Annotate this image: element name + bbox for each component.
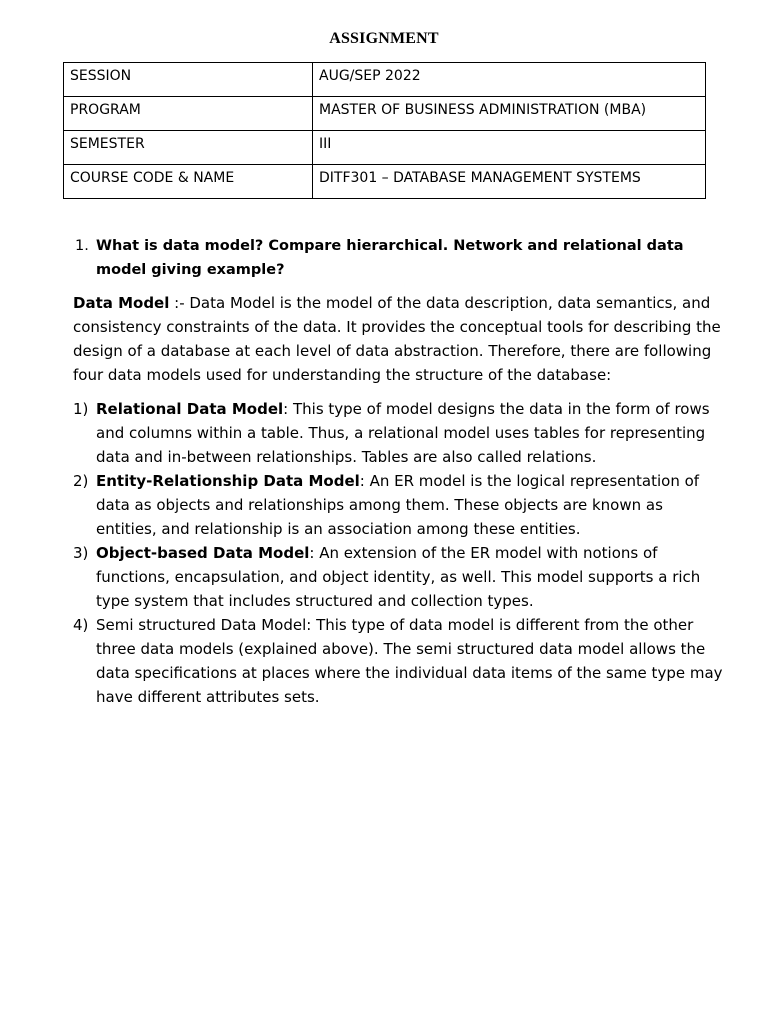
list-item <box>73 613 728 709</box>
list-item-number: 1) <box>73 400 89 418</box>
list-item-term: Relational Data Model <box>96 400 284 418</box>
question-number: 1. <box>75 238 89 254</box>
course-info-table <box>63 62 706 199</box>
question-text: What is data model? Compare hierarchical. Network and relational data model giving example? <box>96 238 684 278</box>
list-item <box>73 397 728 469</box>
question-1 <box>75 234 715 282</box>
course-value: DITF301 – DATABASE MANAGEMENT SYSTEMS <box>313 165 706 199</box>
intro-lead: Data Model <box>73 294 170 312</box>
list-item-term: Entity-Relationship Data Model <box>96 472 360 490</box>
program-label: PROGRAM <box>64 97 313 131</box>
document-title: ASSIGNMENT <box>329 30 439 47</box>
list-item-text: : An extension of the ER model with notions of functions, encapsulation, and object identity, as well. This model supports a rich type system that includes structured and collection types. <box>96 544 701 610</box>
list-item <box>73 469 728 541</box>
intro-text: :- Data Model is the model of the data description, data semantics, and consistency constraints of the data. It provides the conceptual tools for describing the design of a database at each level of data abstraction. Therefore, there are following four data models used for understanding the structure of the database: <box>73 294 721 384</box>
table-row <box>64 131 706 165</box>
program-value: MASTER OF BUSINESS ADMINISTRATION (MBA) <box>313 97 706 131</box>
session-value: AUG/SEP 2022 <box>313 63 706 97</box>
table-row <box>64 97 706 131</box>
semester-label: SEMESTER <box>64 131 313 165</box>
course-label: COURSE CODE & NAME <box>64 165 313 199</box>
intro-paragraph <box>73 291 723 387</box>
data-models-list <box>73 397 728 709</box>
semester-value: III <box>313 131 706 165</box>
list-item-number: 2) <box>73 472 89 490</box>
list-item-text: Semi structured Data Model: This type of data model is different from the other three data models (explained above). The semi structured data model allows the data specifications at places where the individual data items of the same type may have different attributes sets. <box>96 616 723 706</box>
list-item-number: 3) <box>73 544 89 562</box>
session-label: SESSION <box>64 63 313 97</box>
list-item-number: 4) <box>73 616 89 634</box>
table-row <box>64 165 706 199</box>
table-row <box>64 63 706 97</box>
list-item <box>73 541 728 613</box>
list-item-text: : This type of model designs the data in the form of rows and columns within a table. Thus, a relational model uses tables for representing data and in-between relationships. Tables are also called relations. <box>96 400 710 466</box>
list-item-term: Object-based Data Model <box>96 544 310 562</box>
list-item-text: : An ER model is the logical representation of data as objects and relationships among them. These objects are known as entities, and relationship is an association among these entities. <box>96 472 700 538</box>
